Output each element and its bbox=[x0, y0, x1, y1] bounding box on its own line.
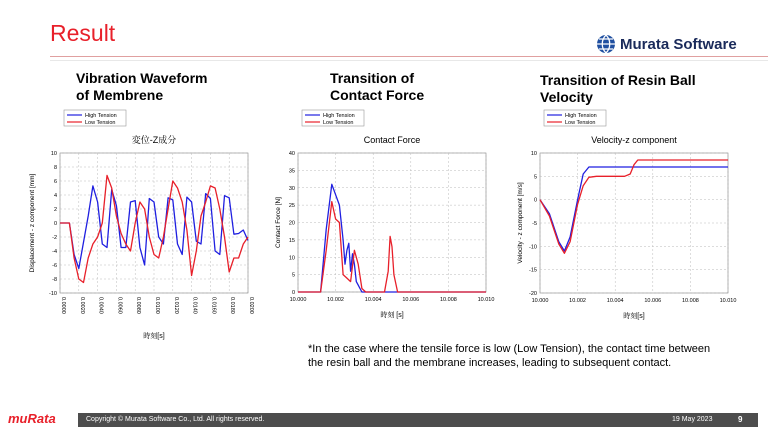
x-tick-label: 10.008 bbox=[681, 298, 699, 304]
contact-section-title: Transition of Contact Force bbox=[330, 70, 425, 103]
brand bbox=[596, 34, 737, 54]
title-divider-shadow bbox=[50, 60, 768, 61]
y-tick-label: 8 bbox=[53, 165, 57, 171]
y-tick-label: -15 bbox=[529, 267, 537, 274]
x-tick-label: 10.004 bbox=[606, 298, 624, 304]
y-tick-label: 20 bbox=[288, 220, 295, 227]
y-tick-label: 4 bbox=[53, 193, 57, 199]
brand-name: Murata Software bbox=[620, 35, 737, 53]
contact-force-chart bbox=[268, 108, 498, 333]
x-tick-label: 0.0120 bbox=[172, 297, 179, 314]
y-tick-label: 10 bbox=[530, 151, 537, 157]
y-tick-label: 2 bbox=[53, 207, 57, 213]
x-axis-label: 時刻[s] bbox=[623, 313, 645, 320]
y-tick-label: -2 bbox=[52, 235, 57, 241]
x-tick-label: 0.0100 bbox=[154, 297, 160, 314]
legend-label-high: High Tension bbox=[323, 113, 355, 119]
x-tick-label: 10.002 bbox=[569, 298, 587, 304]
x-tick-label: 0.0040 bbox=[97, 297, 104, 314]
x-tick-label: 0.0160 bbox=[210, 297, 217, 314]
title-divider bbox=[50, 56, 768, 57]
x-tick-label: 0.0140 bbox=[191, 297, 198, 314]
x-tick-label: 0.0080 bbox=[135, 297, 142, 314]
y-axis-label: Velocity - z component [m/s] bbox=[517, 182, 524, 264]
y-tick-label: 25 bbox=[288, 203, 295, 210]
y-tick-label: 6 bbox=[53, 179, 57, 185]
y-axis-label: Displacement - z component [mm] bbox=[29, 173, 36, 273]
velocity-section-title: Transition of Resin Ball Velocity bbox=[540, 72, 696, 105]
x-tick-label: 10.010 bbox=[477, 297, 495, 303]
y-tick-label: 0 bbox=[533, 197, 537, 204]
legend-label-low: Low Tension bbox=[323, 120, 354, 126]
x-tick-label: 10.008 bbox=[439, 297, 457, 303]
x-tick-label: 10.004 bbox=[364, 297, 382, 303]
x-tick-label: 10.006 bbox=[644, 298, 662, 304]
x-tick-label: 0.0180 bbox=[229, 297, 236, 314]
y-tick-label: -10 bbox=[529, 244, 537, 251]
legend-label-high: High Tension bbox=[85, 113, 117, 119]
chart-legend bbox=[64, 110, 126, 126]
x-tick-label: 10.000 bbox=[531, 298, 549, 304]
x-tick-label: 10.000 bbox=[289, 297, 307, 303]
footer-copyright: Copyright © Murata Software Co., Ltd. All rights reserved. bbox=[86, 416, 265, 423]
y-tick-label: 0 bbox=[53, 221, 57, 227]
y-tick-label: 40 bbox=[288, 151, 295, 157]
y-tick-label: 35 bbox=[288, 168, 295, 175]
legend-label-low: Low Tension bbox=[565, 120, 596, 126]
y-axis-label: Contact Force [N] bbox=[275, 197, 282, 248]
x-tick-label: 10.010 bbox=[719, 298, 737, 304]
x-tick-label: 10.006 bbox=[402, 297, 420, 303]
chart-title: Velocity-z component bbox=[591, 135, 677, 145]
y-tick-label: 10 bbox=[288, 255, 295, 262]
chart-legend bbox=[544, 110, 606, 126]
vibration-section-title: Vibration Waveform of Membrene bbox=[76, 70, 208, 103]
y-tick-label: 0 bbox=[291, 290, 295, 296]
y-tick-label: -8 bbox=[52, 277, 57, 283]
chart-title: 変位-Z成分 bbox=[131, 135, 177, 145]
footer-date: 19 May 2023 bbox=[672, 416, 713, 423]
y-tick-label: 15 bbox=[288, 237, 295, 244]
slide-title: Result bbox=[50, 20, 116, 46]
y-tick-label: 5 bbox=[291, 272, 295, 279]
x-tick-label: 0.0000 bbox=[60, 297, 66, 314]
legend-label-low: Low Tension bbox=[85, 120, 116, 126]
x-tick-label: 0.0020 bbox=[78, 297, 85, 314]
legend-label-high: High Tension bbox=[565, 113, 597, 119]
conclusion-note: *In the case where the tensile force is low (Low Tension), the contact time between the resin ball and the membrane increases, leading to subsequent contact. bbox=[308, 343, 711, 369]
chart-title: Contact Force bbox=[363, 135, 421, 145]
y-tick-label: 5 bbox=[533, 174, 537, 181]
murata-logo: muRata bbox=[8, 411, 56, 426]
page-number: 9 bbox=[738, 415, 743, 424]
y-tick-label: -10 bbox=[49, 291, 57, 297]
y-tick-label: 30 bbox=[288, 185, 295, 192]
y-tick-label: -5 bbox=[532, 221, 537, 227]
x-tick-label: 0.0060 bbox=[116, 297, 123, 314]
globe-icon bbox=[596, 34, 616, 54]
x-axis-label: 時刻[s] bbox=[143, 333, 165, 340]
x-tick-label: 0.0200 bbox=[248, 297, 254, 314]
y-tick-label: -20 bbox=[529, 291, 537, 297]
y-tick-label: -6 bbox=[52, 263, 57, 269]
y-tick-label: -4 bbox=[52, 249, 57, 255]
displacement-chart bbox=[24, 108, 254, 348]
chart-legend bbox=[302, 110, 364, 126]
y-tick-label: 10 bbox=[50, 151, 57, 157]
x-axis-label: 時刻 [s] bbox=[380, 312, 404, 319]
x-tick-label: 10.002 bbox=[327, 297, 345, 303]
velocity-chart bbox=[510, 108, 740, 333]
